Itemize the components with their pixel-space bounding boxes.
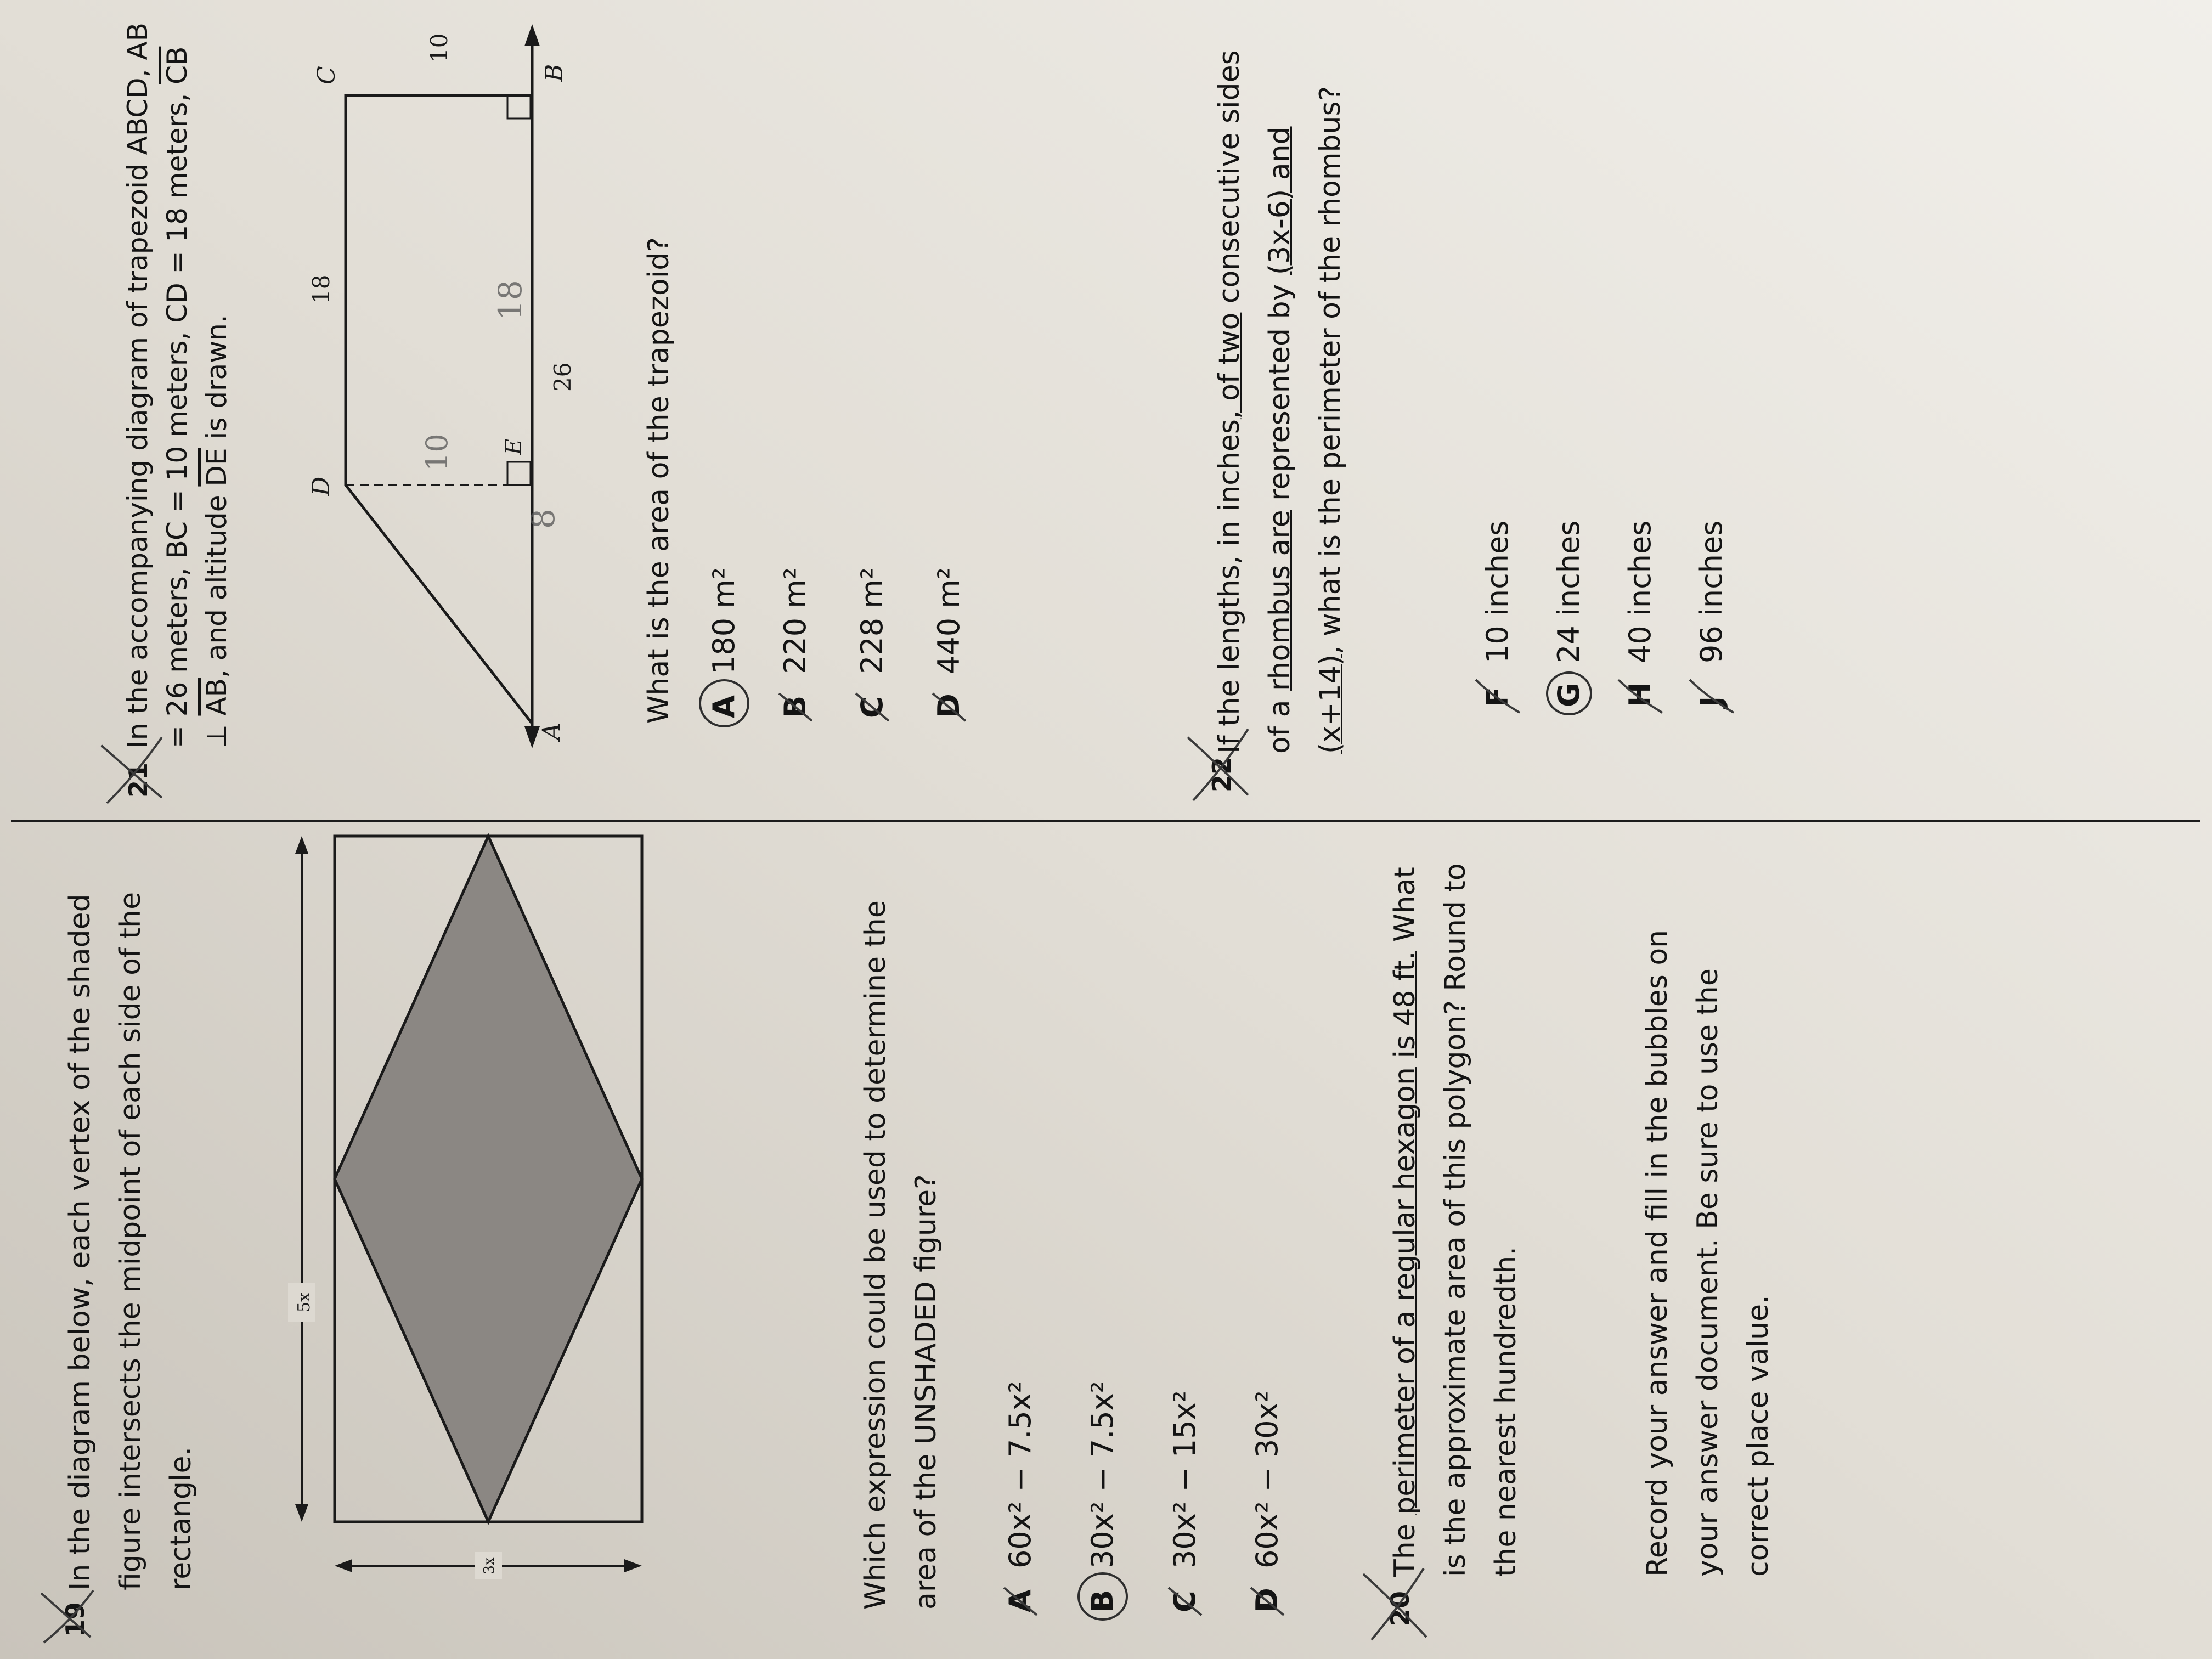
choice-letter: B xyxy=(1085,1589,1120,1612)
choice-letter: G xyxy=(1551,682,1586,707)
q21-slash-c xyxy=(850,682,894,726)
q21-handwritten-ae: 8 xyxy=(524,509,562,529)
choice-text: 220 m² xyxy=(778,567,812,674)
q19-cross-mark xyxy=(33,1582,99,1648)
q21-text-3: is drawn. xyxy=(201,314,233,448)
q21-label-cd-length: 18 xyxy=(308,274,335,304)
q21-label-c: C xyxy=(313,66,341,84)
q21-arrow-right xyxy=(524,24,540,46)
q21-label-ab-length: 26 xyxy=(549,362,576,392)
q19-slash-c xyxy=(1163,1577,1207,1621)
q19-arrowhead-bottom xyxy=(624,1559,642,1572)
q21-segment-ab: $\overline{AB}$ xyxy=(201,678,233,716)
q19-shaded-rhombus xyxy=(335,836,642,1522)
q22-text-d: represented by xyxy=(1263,275,1296,510)
q21-slash-d xyxy=(927,682,971,726)
q20-text-after: What is the approximate area of this polygon? Round to the nearest hundredth. xyxy=(1389,863,1522,1577)
q21-handwritten-de: 10 xyxy=(420,433,454,471)
choice-letter: H xyxy=(1623,682,1657,707)
q19-arrowhead-left xyxy=(295,1504,308,1522)
choice-text: 440 m² xyxy=(932,567,966,674)
q20-text-before: The xyxy=(1389,1514,1421,1577)
q21-slash-b xyxy=(774,682,817,726)
choice-letter: A xyxy=(707,695,741,718)
choice-text: 10 inches xyxy=(1480,520,1515,663)
q22-slash-h xyxy=(1613,669,1668,718)
q22-text-e: , what is the perimeter of the rhombus? xyxy=(1314,86,1347,654)
q21-text xyxy=(118,19,236,748)
q21-right-angle-e xyxy=(507,462,531,485)
q19-height-label: 3x xyxy=(481,1557,498,1575)
choice-letter: J xyxy=(1694,696,1729,707)
q21-segment-cb: $\overline{CB}$ xyxy=(161,46,193,84)
choice-text: 96 inches xyxy=(1694,520,1729,663)
q21-prompt: What is the area of the trapezoid? xyxy=(642,237,675,724)
choice-text: 30x² − 7.5x² xyxy=(1085,1381,1120,1568)
q21-right-angle-b xyxy=(507,95,531,119)
q21-perp-symbol: ⊥ xyxy=(201,715,233,748)
q21-label-bc-length: 10 xyxy=(426,33,453,63)
q20-underlined-perimeter: perimeter of a regular hexagon xyxy=(1389,1067,1421,1515)
q19-circle-mark xyxy=(1073,1565,1133,1625)
q19-slash-a xyxy=(998,1577,1042,1621)
q19-text: In the diagram below, each vertex of the shaded figure intersects the midpoint of each side of the rectangle. xyxy=(64,891,198,1590)
q21-text-2: , and altitude xyxy=(201,486,233,679)
q21-text-1: In the accompanying diagram of trapezoid ABCD, AB = 26 meters, BC = 10 meters, CD = 18 meters, xyxy=(122,22,193,748)
q22-slash-j xyxy=(1684,669,1739,718)
choice-text: 180 m² xyxy=(707,567,741,674)
choice-text: 228 m² xyxy=(855,567,889,674)
q20-text xyxy=(1380,847,1531,1577)
choice-letter: F xyxy=(1480,687,1515,707)
q21-label-b: B xyxy=(540,64,568,82)
choice-text: 60x² − 7.5x² xyxy=(1003,1381,1037,1568)
q21-label-a: A xyxy=(538,723,566,740)
choice-text: 40 inches xyxy=(1623,520,1657,663)
q22-underlined-rhombus: rhombus are xyxy=(1263,510,1296,691)
q22-text xyxy=(1204,30,1356,754)
q22-text-a: If the lengths, in inches xyxy=(1213,419,1246,754)
q22-circle-mark xyxy=(1542,665,1596,720)
q19-slash-d xyxy=(1245,1577,1289,1621)
q20-number: 20 xyxy=(1385,1590,1415,1626)
q21-circle-mark xyxy=(694,672,754,732)
q22-number: 22 xyxy=(1207,757,1237,792)
q19-width-label: 5x xyxy=(295,1292,314,1313)
q22-underlined-of-two: , of two xyxy=(1213,312,1246,420)
q21-handwritten-eb: 18 xyxy=(492,280,529,320)
q19-arrowhead-top xyxy=(335,1559,352,1572)
q22-slash-f xyxy=(1470,669,1525,718)
q19-rectangle-figure xyxy=(263,814,713,1626)
q22-underlined-expression: (3x-6) and (x+14) xyxy=(1263,126,1347,754)
q19-prompt: Which expression could be used to determine the area of the UNSHADED figure? xyxy=(859,900,943,1610)
q21-number: 21 xyxy=(123,762,153,798)
choice-text: 30x² − 15x² xyxy=(1167,1390,1202,1568)
choice-text: 60x² − 30x² xyxy=(1250,1390,1284,1568)
q21-label-d: D xyxy=(307,476,335,496)
q21-segment-de: $\overline{DE}$ xyxy=(201,448,233,487)
choice-text: 24 inches xyxy=(1551,520,1586,663)
q21-trapezoid xyxy=(346,95,532,724)
q20-text-mid xyxy=(1389,1058,1421,1068)
q19-arrowhead-right xyxy=(295,836,308,854)
q20-instruction: Record your answer and fill in the bubbles on your answer document. Be sure to use the correct place value. xyxy=(1641,929,1775,1577)
q21-label-e: E xyxy=(501,438,527,455)
q20-underlined-48ft: is 48 ft. xyxy=(1389,951,1421,1058)
q19-number: 19 xyxy=(60,1601,90,1637)
q22-text-c: consecutive sides of a xyxy=(1213,50,1296,754)
